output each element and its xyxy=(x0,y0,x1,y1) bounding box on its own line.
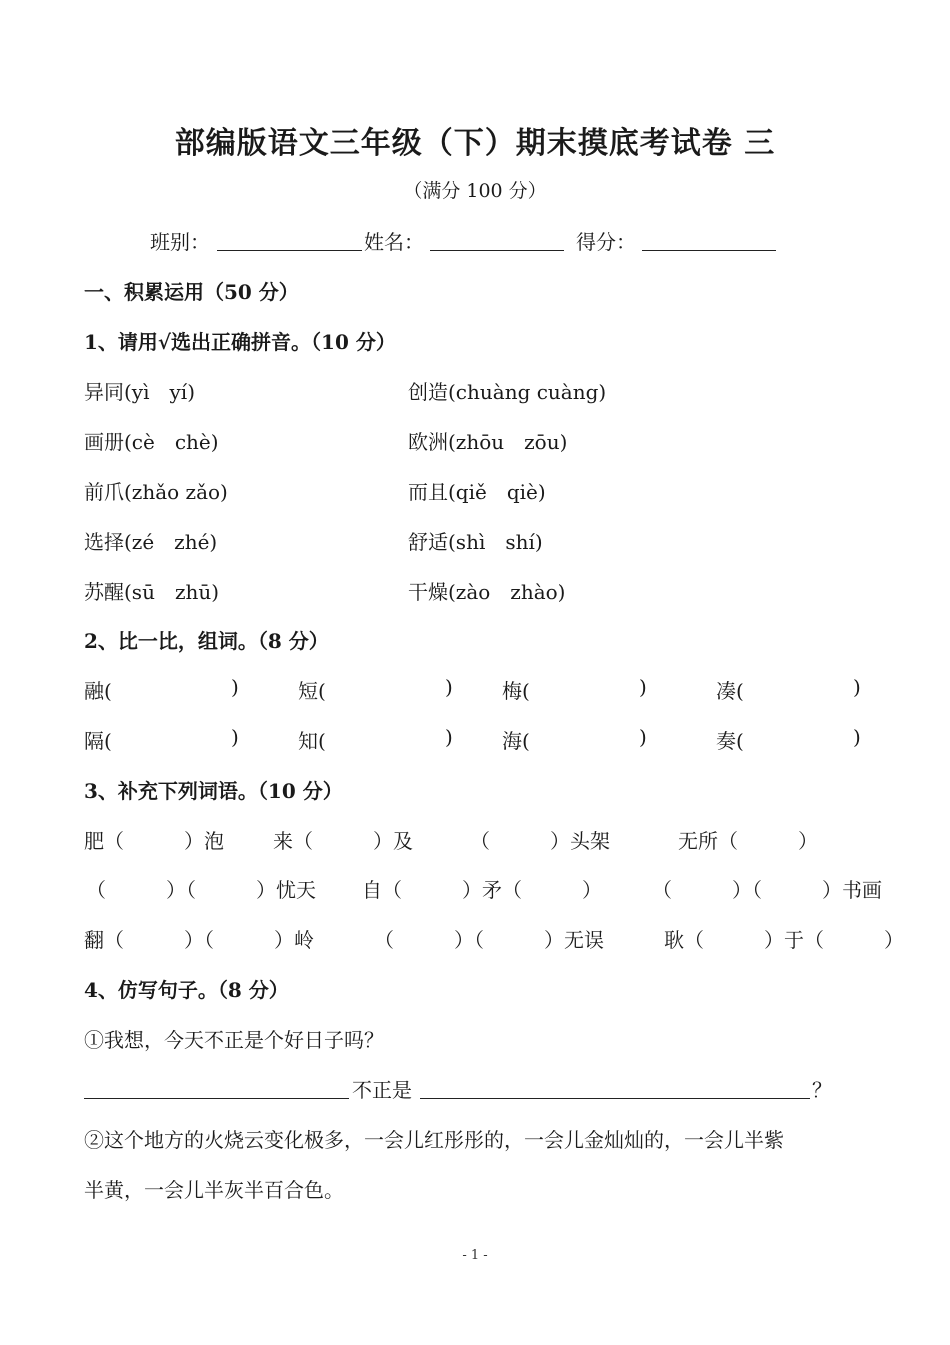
close-paren: ) xyxy=(639,725,647,749)
close-paren: ) xyxy=(853,725,861,749)
class-field[interactable] xyxy=(217,250,362,251)
pinyin-item: 干燥(zào zhào) xyxy=(408,580,566,604)
question-1-heading: 1、请用√选出正确拼音。（10 分） xyxy=(84,330,396,354)
score-label: 得分： xyxy=(576,230,636,254)
page-title: 部编版语文三年级（下）期末摸底考试卷 三 xyxy=(174,126,776,161)
idiom-item: （ ）头架 xyxy=(470,829,610,853)
pinyin-item: 前爪(zhǎo zǎo) xyxy=(84,480,228,504)
close-paren: ) xyxy=(445,725,453,749)
idiom-item: 耿（ ）于（ ） xyxy=(664,928,904,952)
pinyin-item: 创造(chuàng cuàng) xyxy=(408,380,607,404)
pinyin-item: 欧洲(zhōu zōu) xyxy=(408,430,568,454)
word-compare-item: 短( xyxy=(298,679,326,703)
example-sentence-continued: 半黄，一会儿半灰半百合色。 xyxy=(84,1178,344,1202)
word-compare-item: 隔( xyxy=(84,729,112,753)
idiom-item: 翻（ ）（ ）岭 xyxy=(84,928,314,952)
question-3-heading: 3、补充下列词语。（10 分） xyxy=(84,779,343,803)
close-paren: ) xyxy=(445,675,453,699)
example-sentence: ②这个地方的火烧云变化极多，一会儿红彤彤的，一会儿金灿灿的，一会儿半紫 xyxy=(84,1128,784,1152)
question-mark: ？ xyxy=(812,1078,832,1102)
example-sentence: ①我想，今天不正是个好日子吗？ xyxy=(84,1028,384,1052)
question-2-heading: 2、比一比，组词。（8 分） xyxy=(84,629,329,653)
pinyin-item: 异同(yì yí) xyxy=(84,380,195,404)
idiom-item: （ ）（ ）书画 xyxy=(652,878,882,902)
word-compare-item: 奏( xyxy=(716,729,744,753)
word-compare-item: 海( xyxy=(502,729,530,753)
score-field[interactable] xyxy=(642,250,776,251)
idiom-item: （ ）（ ）无误 xyxy=(374,928,604,952)
idiom-item: 无所（ ） xyxy=(678,829,818,853)
idiom-item: 来（ ）及 xyxy=(273,829,413,853)
page-number: - 1 - xyxy=(462,1248,488,1263)
pinyin-item: 画册(cè chè) xyxy=(84,430,219,454)
full-score-note: （满分 100 分） xyxy=(403,180,547,202)
sentence-fragment: 不正是 xyxy=(352,1078,412,1102)
word-compare-item: 凑( xyxy=(716,679,744,703)
word-compare-item: 融( xyxy=(84,679,112,703)
pinyin-item: 苏醒(sū zhū) xyxy=(84,580,220,604)
close-paren: ) xyxy=(639,675,647,699)
idiom-item: 肥（ ）泡 xyxy=(84,829,224,853)
name-field[interactable] xyxy=(430,250,564,251)
question-4-heading: 4、仿写句子。（8 分） xyxy=(84,978,289,1002)
pinyin-item: 舒适(shì shí) xyxy=(408,530,543,554)
answer-blank[interactable] xyxy=(420,1098,810,1099)
word-compare-item: 梅( xyxy=(502,679,530,703)
close-paren: ) xyxy=(853,675,861,699)
answer-blank[interactable] xyxy=(84,1098,349,1099)
close-paren: ) xyxy=(231,675,239,699)
idiom-item: 自（ ）矛（ ） xyxy=(362,878,602,902)
close-paren: ) xyxy=(231,725,239,749)
pinyin-item: 而且(qiě qiè) xyxy=(408,480,546,504)
word-compare-item: 知( xyxy=(298,729,326,753)
pinyin-item: 选择(zé zhé) xyxy=(84,530,218,554)
name-label: 姓名： xyxy=(364,230,424,254)
class-label: 班别： xyxy=(150,230,210,254)
idiom-item: （ ）（ ）忧天 xyxy=(86,878,316,902)
section-heading: 一、积累运用（50 分） xyxy=(84,280,299,304)
